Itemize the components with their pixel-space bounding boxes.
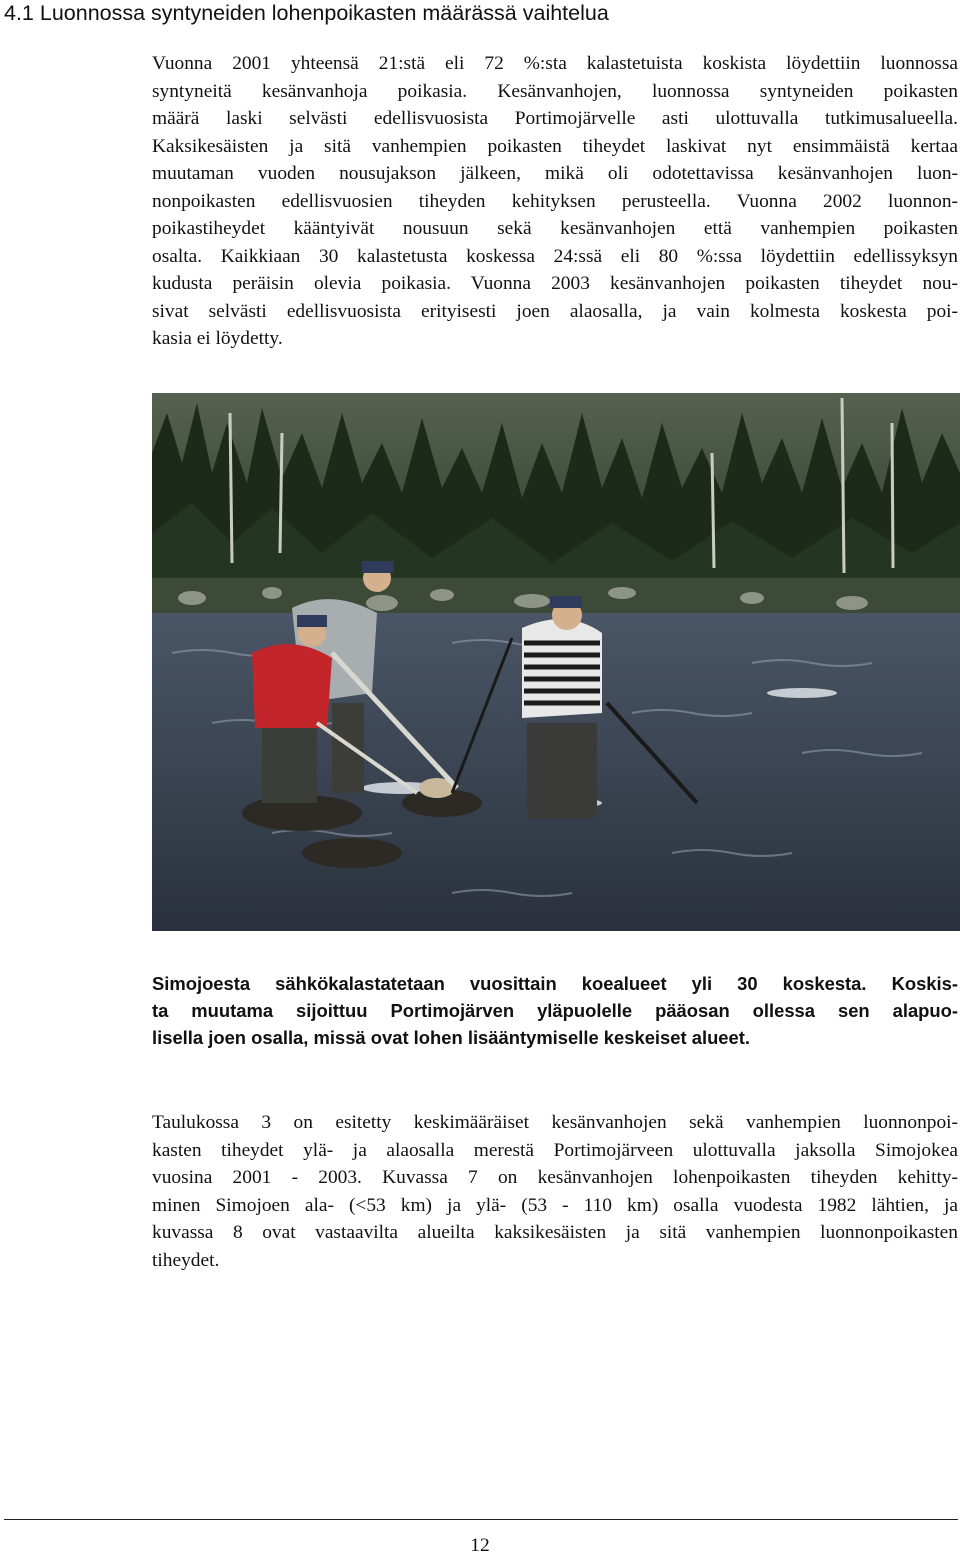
paragraph-line: Taulukossa 3 on esitetty keskimääräiset kesänvanhojen sekä vanhempien luonnonpoi- <box>152 1112 958 1133</box>
paragraph-line: tiheydet. <box>152 1249 220 1271</box>
paragraph-line: syntyneitä kesänvanhoja poikasia. Kesänvanhojen, luonnossa syntyneiden poikasten <box>152 80 958 102</box>
figure-caption <box>152 970 958 1051</box>
paragraph-line: Kaksikesäisten ja sitä vanhempien poikasten tiheydet laskivat nyt ensimmäistä kertaa <box>152 135 958 157</box>
paragraph-line: minen Simojoen ala- (<53 km) ja ylä- (53 - 110 km) osalla vuodesta 1982 lähtien, ja <box>152 1194 958 1216</box>
caption-line: Simojoesta sähkökalastatetaan vuosittain koealueet yli 30 koskesta. Koskis- <box>152 973 958 994</box>
paragraph-line: määrä laski selvästi edellisvuosista Portimojärvelle asti ulottuvalla tutkimusalueella. <box>152 108 958 129</box>
paragraph-line: muutaman vuoden nousujakson jälkeen, mikä oli odotettavissa kesänvanhojen luon- <box>152 163 958 184</box>
paragraph-line: kudusta peräisin olevia poikasia. Vuonna 2003 kesänvanhojen poikasten tiheydet nou- <box>152 273 958 294</box>
paragraph-line: sivat selvästi edellisvuosista erityisesti joen alaosalla, ja vain kolmesta koskesta poi- <box>152 300 958 322</box>
caption-line: ta muutama sijoittuu Portimojärven yläpuolelle pääosan ollessa sen alapuo- <box>152 1000 958 1021</box>
caption-line: lisella joen osalla, missä ovat lohen lisääntymiselle keskeiset alueet. <box>152 1027 750 1048</box>
paragraph-line: nonpoikasten edellisvuosien tiheyden kehityksen perusteella. Vuonna 2002 luonnon- <box>152 190 958 212</box>
footer-divider <box>4 1519 958 1520</box>
paragraph-line: kasten tiheydet ylä- ja alaosalla merestä Portimojärveen ulottuvalla jaksolla Simojokea <box>152 1139 958 1161</box>
paragraph-line: poikastiheydet kääntyivät nousuun sekä kesänvanhojen että vanhempien poikasten <box>152 218 958 239</box>
paragraph-line: kasia ei löydetty. <box>152 328 283 349</box>
paragraph-line: kuvassa 8 ovat vastaavilta alueilta kaksikesäisten ja sitä vanhempien luonnonpoikasten <box>152 1222 958 1243</box>
body-paragraph-2 <box>152 1109 958 1274</box>
body-paragraph-1 <box>152 50 958 353</box>
paragraph-line: vuosina 2001 - 2003. Kuvassa 7 on kesänvanhojen lohenpoikasten tiheyden kehitty- <box>152 1167 958 1188</box>
paragraph-line: osalta. Kaikkiaan 30 kalastetusta koskessa 24:ssä eli 80 %:ssa löydettiin edellissyksyn <box>152 245 958 267</box>
page-number: 12 <box>470 1535 490 1556</box>
electrofishing-photo <box>152 393 960 931</box>
section-heading: 4.1 Luonnossa syntyneiden lohenpoikasten määrässä vaihtelua <box>4 1 609 25</box>
paragraph-line: Vuonna 2001 yhteensä 21:stä eli 72 %:sta kalastetuista koskista löydettiin luonnossa <box>152 53 958 74</box>
